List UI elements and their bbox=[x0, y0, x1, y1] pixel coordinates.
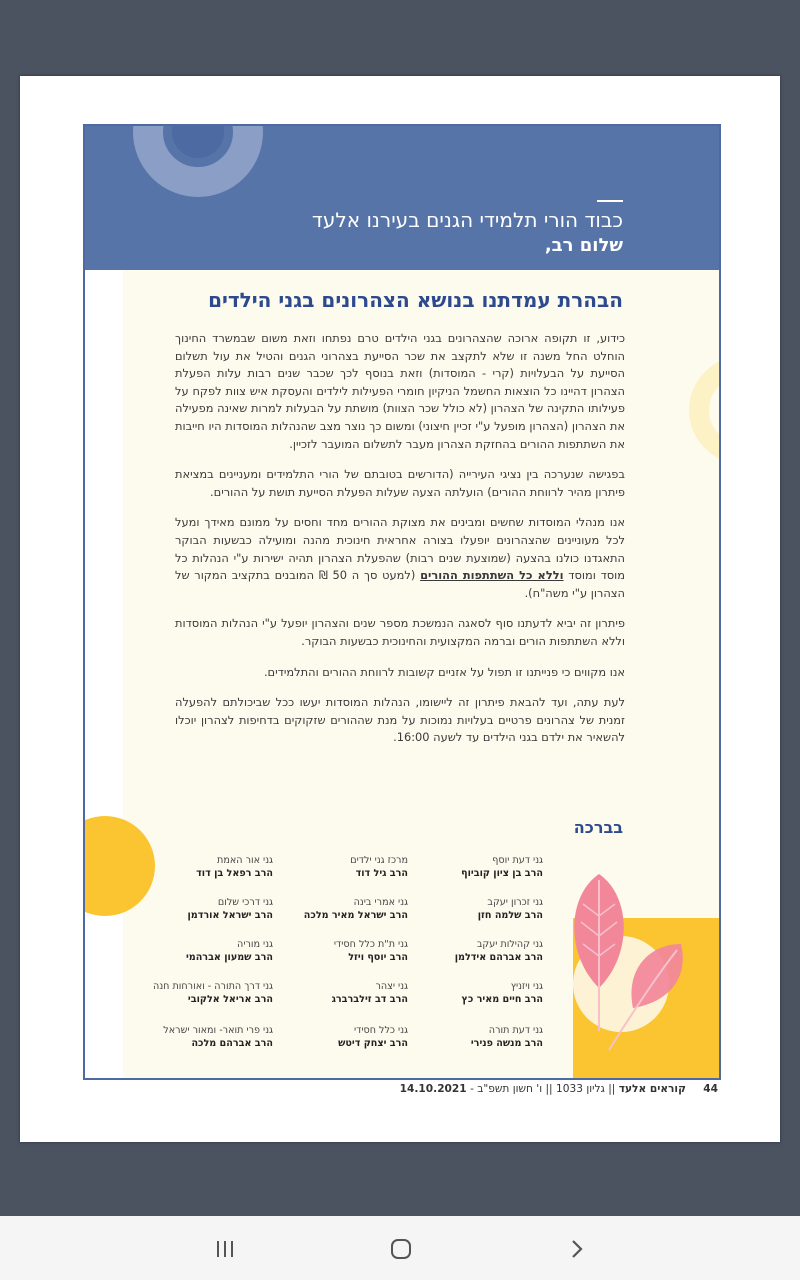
header-title: כבוד הורי תלמידי הגנים בעירנו אלעד bbox=[311, 208, 623, 232]
signature-item: גני דרך התורה - ואורחות חנה הרב אריאל אלקובי bbox=[153, 981, 273, 1005]
article-body bbox=[175, 330, 625, 760]
paragraph-3-end: (למעט סך ה 50 ₪ המובנים בתקציב המקור של הצהרון ע"י משה"ח). bbox=[175, 568, 625, 600]
header-circle-decoration bbox=[85, 126, 719, 270]
signature-heading: בברכה bbox=[573, 818, 623, 837]
paragraph-3-underlined: וללא כל השתתפות ההורים bbox=[420, 568, 564, 583]
signature-item: גני זכרון יעקב הרב שלמה חזן bbox=[477, 897, 543, 921]
paragraph-3 bbox=[175, 514, 625, 602]
signature-item: גני דרכי שלום הרב ישראל אורדמן bbox=[187, 897, 273, 921]
recent-apps-icon[interactable] bbox=[212, 1236, 238, 1262]
paragraph-5: אנו מקווים כי פנייתנו זו תפול על אזניים קשובות לרווחת ההורים והתלמידים. bbox=[263, 664, 625, 679]
page-footer bbox=[400, 1083, 718, 1095]
signature-item: גני דעת תורה הרב מנשה פנירי bbox=[470, 1025, 543, 1049]
signature-item: גני דעת יוסף הרב בן ציון קוביוף bbox=[461, 855, 543, 879]
paragraph-1: כידוע, זו תקופה ארוכה שהצהרונים בגני הילדים טרם נפתחו וזאת משום שבמשרד החינוך הוחלט החל משנה זו שלא לתקצב את שכר הסייעת בצהרוני הגנים והטיל את עול תשלום הסייעת על הבעלויות (קרי - המוסדות) וזאת בנוסף לכך שכבר שנים רבות עלות הפעלת הצהרון דהיינו כל הוצאות החשמל הניקיון חומרי הפעילות לילדים והעסקת איש צוות לפקח על פעילותו התקינה של הצהרון (לא כולל שכר הצוות) מושתת על הבעלות למרות שאינה מפעילה את הצהרון (הצהרון מופעל ע"י זכיין חיצוני) ומשום כך נוצר מצב שהנהלות המוסדות היו חייבות את השתתפות ההורים בהחזקת הצהרון מעבר לתשלום המועבר לזכיין. bbox=[175, 331, 625, 451]
yellow-ring-decoration bbox=[685, 352, 721, 472]
issue-number: גליון 1033 bbox=[555, 1083, 605, 1095]
leaf-plant-decoration bbox=[549, 866, 719, 1078]
signature-item: גני פרי תואר- ומאור ישראל הרב אברהם מלכה bbox=[163, 1025, 273, 1049]
article-headline: הבהרת עמדתנו בנושא הצהרונים בגני הילדים bbox=[208, 288, 623, 312]
paragraph-2: בפגישה שנערכה בין נציגי העירייה (הדורשים בטובתם של הורי התלמידים ומעניינים במציאת פיתרון מהיר לרווחת ההורים) הועלתה הצעה שעלות הפעלת הסייעת תושת על ההורים. bbox=[175, 467, 625, 499]
paragraph-3-start: אנו מנהלי המוסדות שחשים ומבינים את מצוקת ההורים מחד וחסים על ממונם מאידך ומעל לכל מעוניינים שהצהרונים יופעלו בצורה אחראית חינוכית מהנה ומועילה כבשעות הבוקר התאגדנו כולנו בהצעה (שמוצעת שנים רבות) שהפעלת הצהרון תהיה ישירות ע"י הנהלות כל מוסד ומוסד bbox=[175, 515, 626, 583]
magazine-name: קוראים אלעד bbox=[618, 1083, 686, 1095]
header-dash bbox=[597, 200, 623, 202]
header-greeting: שלום רב, bbox=[544, 235, 623, 256]
signature-item: גני יצהר הרב דב זילברברג bbox=[331, 981, 408, 1005]
hebrew-date: ו' חשון תשפ"ב bbox=[477, 1083, 543, 1095]
footer-separator: || bbox=[545, 1083, 553, 1095]
footer-separator: || bbox=[608, 1083, 616, 1095]
signature-item: גני ויזניץ הרב חיים מאיר כץ bbox=[461, 981, 543, 1005]
paragraph-6: לעת עתה, ועד להבאת פיתרון זה ליישומו, הנהלות המוסדות יעשו ככל שביכולתם להפעלה זמנית של צהרונים פרטיים בעלויות נמוכות על מנת שההורים שזקוקים בדחיפות לצהרון יוכלו להשאיר את ילדם בגני הילדים עד לשעה 16:00. bbox=[175, 695, 625, 745]
signature-block bbox=[143, 854, 543, 1080]
back-icon[interactable] bbox=[564, 1236, 590, 1262]
signature-item: גני אור האמת הרב רפאל בן דוד bbox=[196, 855, 273, 879]
article-header bbox=[85, 126, 719, 270]
footer-dash: - bbox=[470, 1083, 474, 1095]
android-navigation-bar bbox=[0, 1216, 800, 1280]
left-margin-band bbox=[85, 270, 123, 1078]
signature-item: גני קהילות יעקב הרב אברהם אידלמן bbox=[454, 939, 543, 963]
gregorian-date: 14.10.2021 bbox=[399, 1083, 467, 1095]
page-number: 44 bbox=[703, 1083, 718, 1095]
magazine-page bbox=[20, 76, 780, 1142]
signature-item: גני אמרי בינה הרב ישראל מאיר מלכה bbox=[303, 897, 408, 921]
paragraph-4: פיתרון זה יביא לדעתנו סוף לסאגה הנמשכת מספר שנים והצהרון יופעל ע"י הנהלות המוסדות וללא השתתפות הורים וברמה המקצועית והחינוכית כבשעות הבוקר. bbox=[175, 616, 625, 648]
article-frame bbox=[83, 124, 721, 1080]
signature-item: גני מוריה הרב שמעון אברהמי bbox=[185, 939, 273, 963]
home-icon[interactable] bbox=[388, 1236, 414, 1262]
signature-item: גני כלל חסידי הרב יצחק דיטש bbox=[338, 1025, 408, 1049]
signature-item: מרכז גני ילדים הרב גיל דוד bbox=[350, 855, 408, 879]
signature-item: גני ת"ת כלל חסידי הרב יוסף ויזל bbox=[333, 939, 408, 963]
